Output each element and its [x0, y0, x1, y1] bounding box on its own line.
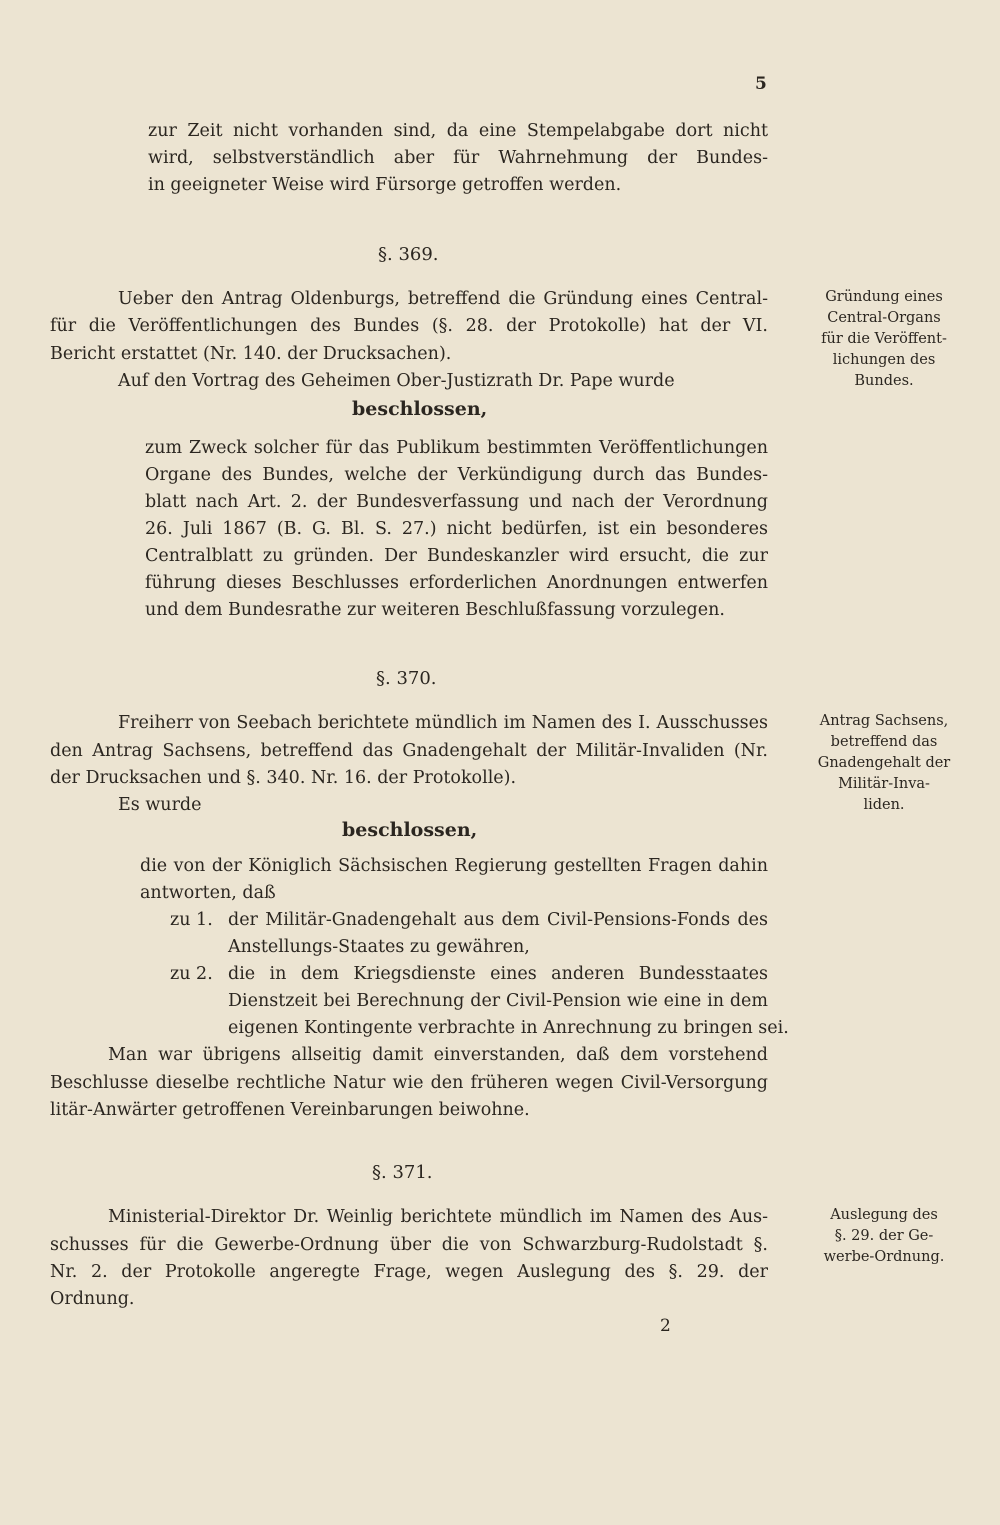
resolution-word: beschlossen, [342, 819, 478, 841]
text-line: zum Zweck solcher für das Publikum bestimmten Veröffentlichungen [145, 438, 768, 458]
text-line: schusses für die Gewerbe-Ordnung über die von Schwarzburg-Rudolstadt §. [50, 1235, 768, 1255]
text-line: Ordnung. [50, 1289, 135, 1309]
text-line: Freiherr von Seebach berichtete mündlich im Namen des I. Ausschusses [118, 713, 768, 733]
margin-note-371: Auslegung des §. 29. der Ge- werbe-Ordnung. [823, 1207, 945, 1265]
text-line: 26. Juli 1867 (B. G. Bl. S. 27.) nicht bedürfen, ist ein besonderes [145, 519, 768, 539]
text-line: Nr. 2. der Protokolle angeregte Frage, wegen Auslegung des §. 29. der [50, 1262, 768, 1282]
text-line: Beschlusse dieselbe rechtliche Natur wie den früheren wegen Civil-Versorgung [50, 1073, 768, 1093]
text-line: der Militär-Gnadengehalt aus dem Civil-Pensions-Fonds des [228, 910, 768, 930]
list-label: zu 1. [170, 910, 213, 930]
text-line: Anstellungs-Staates zu gewähren, [228, 937, 530, 957]
list-label: zu 2. [170, 964, 213, 984]
text-line: für die Veröffentlichungen des Bundes (§. 28. der Protokolle) hat der VI. [50, 316, 768, 336]
text-line: Dienstzeit bei Berechnung der Civil-Pension wie eine in dem [228, 991, 768, 1011]
margin-note-369: Gründung eines Central-Organs für die Veröffent- lichungen des Bundes. [821, 289, 947, 389]
page-number: 5 [755, 74, 767, 94]
text-line: die in dem Kriegsdienste eines anderen Bundesstaates [228, 964, 768, 984]
text-line: wird, selbstverständlich aber für Wahrnehmung der Bundes- [148, 148, 768, 168]
text-line: antworten, daß [140, 883, 276, 903]
section-heading-371: §. 371. [372, 1162, 433, 1183]
text-line: die von der Königlich Sächsischen Regierung gestellten Fragen dahin [140, 856, 768, 876]
text-line: in geeigneter Weise wird Fürsorge getroffen werden. [148, 175, 622, 195]
text-line: den Antrag Sachsens, betreffend das Gnadengehalt der Militär-Invaliden (Nr. [50, 741, 768, 761]
text-line: Ueber den Antrag Oldenburgs, betreffend die Gründung eines Central- [118, 289, 768, 309]
text-line: blatt nach Art. 2. der Bundesverfassung und nach der Verordnung [145, 492, 768, 512]
text-line: litär-Anwärter getroffenen Vereinbarungen beiwohne. [50, 1100, 530, 1120]
text-line: zur Zeit nicht vorhanden sind, da eine Stempelabgabe dort nicht [148, 121, 768, 141]
text-line: Centralblatt zu gründen. Der Bundeskanzler wird ersucht, die zur [145, 546, 768, 566]
text-line: Organe des Bundes, welche der Verkündigung durch das Bundes- [145, 465, 768, 485]
signature-mark: 2 [660, 1316, 671, 1336]
resolution-word: beschlossen, [352, 398, 488, 420]
text-line: und dem Bundesrathe zur weiteren Beschlußfassung vorzulegen. [145, 600, 725, 620]
margin-note-370: Antrag Sachsens, betreffend das Gnadengehalt der Militär-Inva- liden. [817, 713, 951, 813]
text-line: Ministerial-Direktor Dr. Weinlig berichtete mündlich im Namen des Aus- [108, 1207, 768, 1227]
text-line: der Drucksachen und §. 340. Nr. 16. der Protokolle). [50, 768, 517, 788]
text-line: führung dieses Beschlusses erforderlichen Anordnungen entwerfen [145, 573, 768, 593]
text-line: Man war übrigens allseitig damit einverstanden, daß dem vorstehend [108, 1045, 768, 1065]
text-line: Bericht erstattet (Nr. 140. der Drucksachen). [50, 344, 452, 364]
section-heading-369: §. 369. [378, 244, 439, 265]
section-heading-370: §. 370. [376, 668, 437, 689]
text-line: eigenen Kontingente verbrachte in Anrechnung zu bringen sei. [228, 1018, 789, 1038]
text-line: Es wurde [118, 795, 202, 815]
text-line: Auf den Vortrag des Geheimen Ober-Justizrath Dr. Pape wurde [118, 371, 675, 391]
